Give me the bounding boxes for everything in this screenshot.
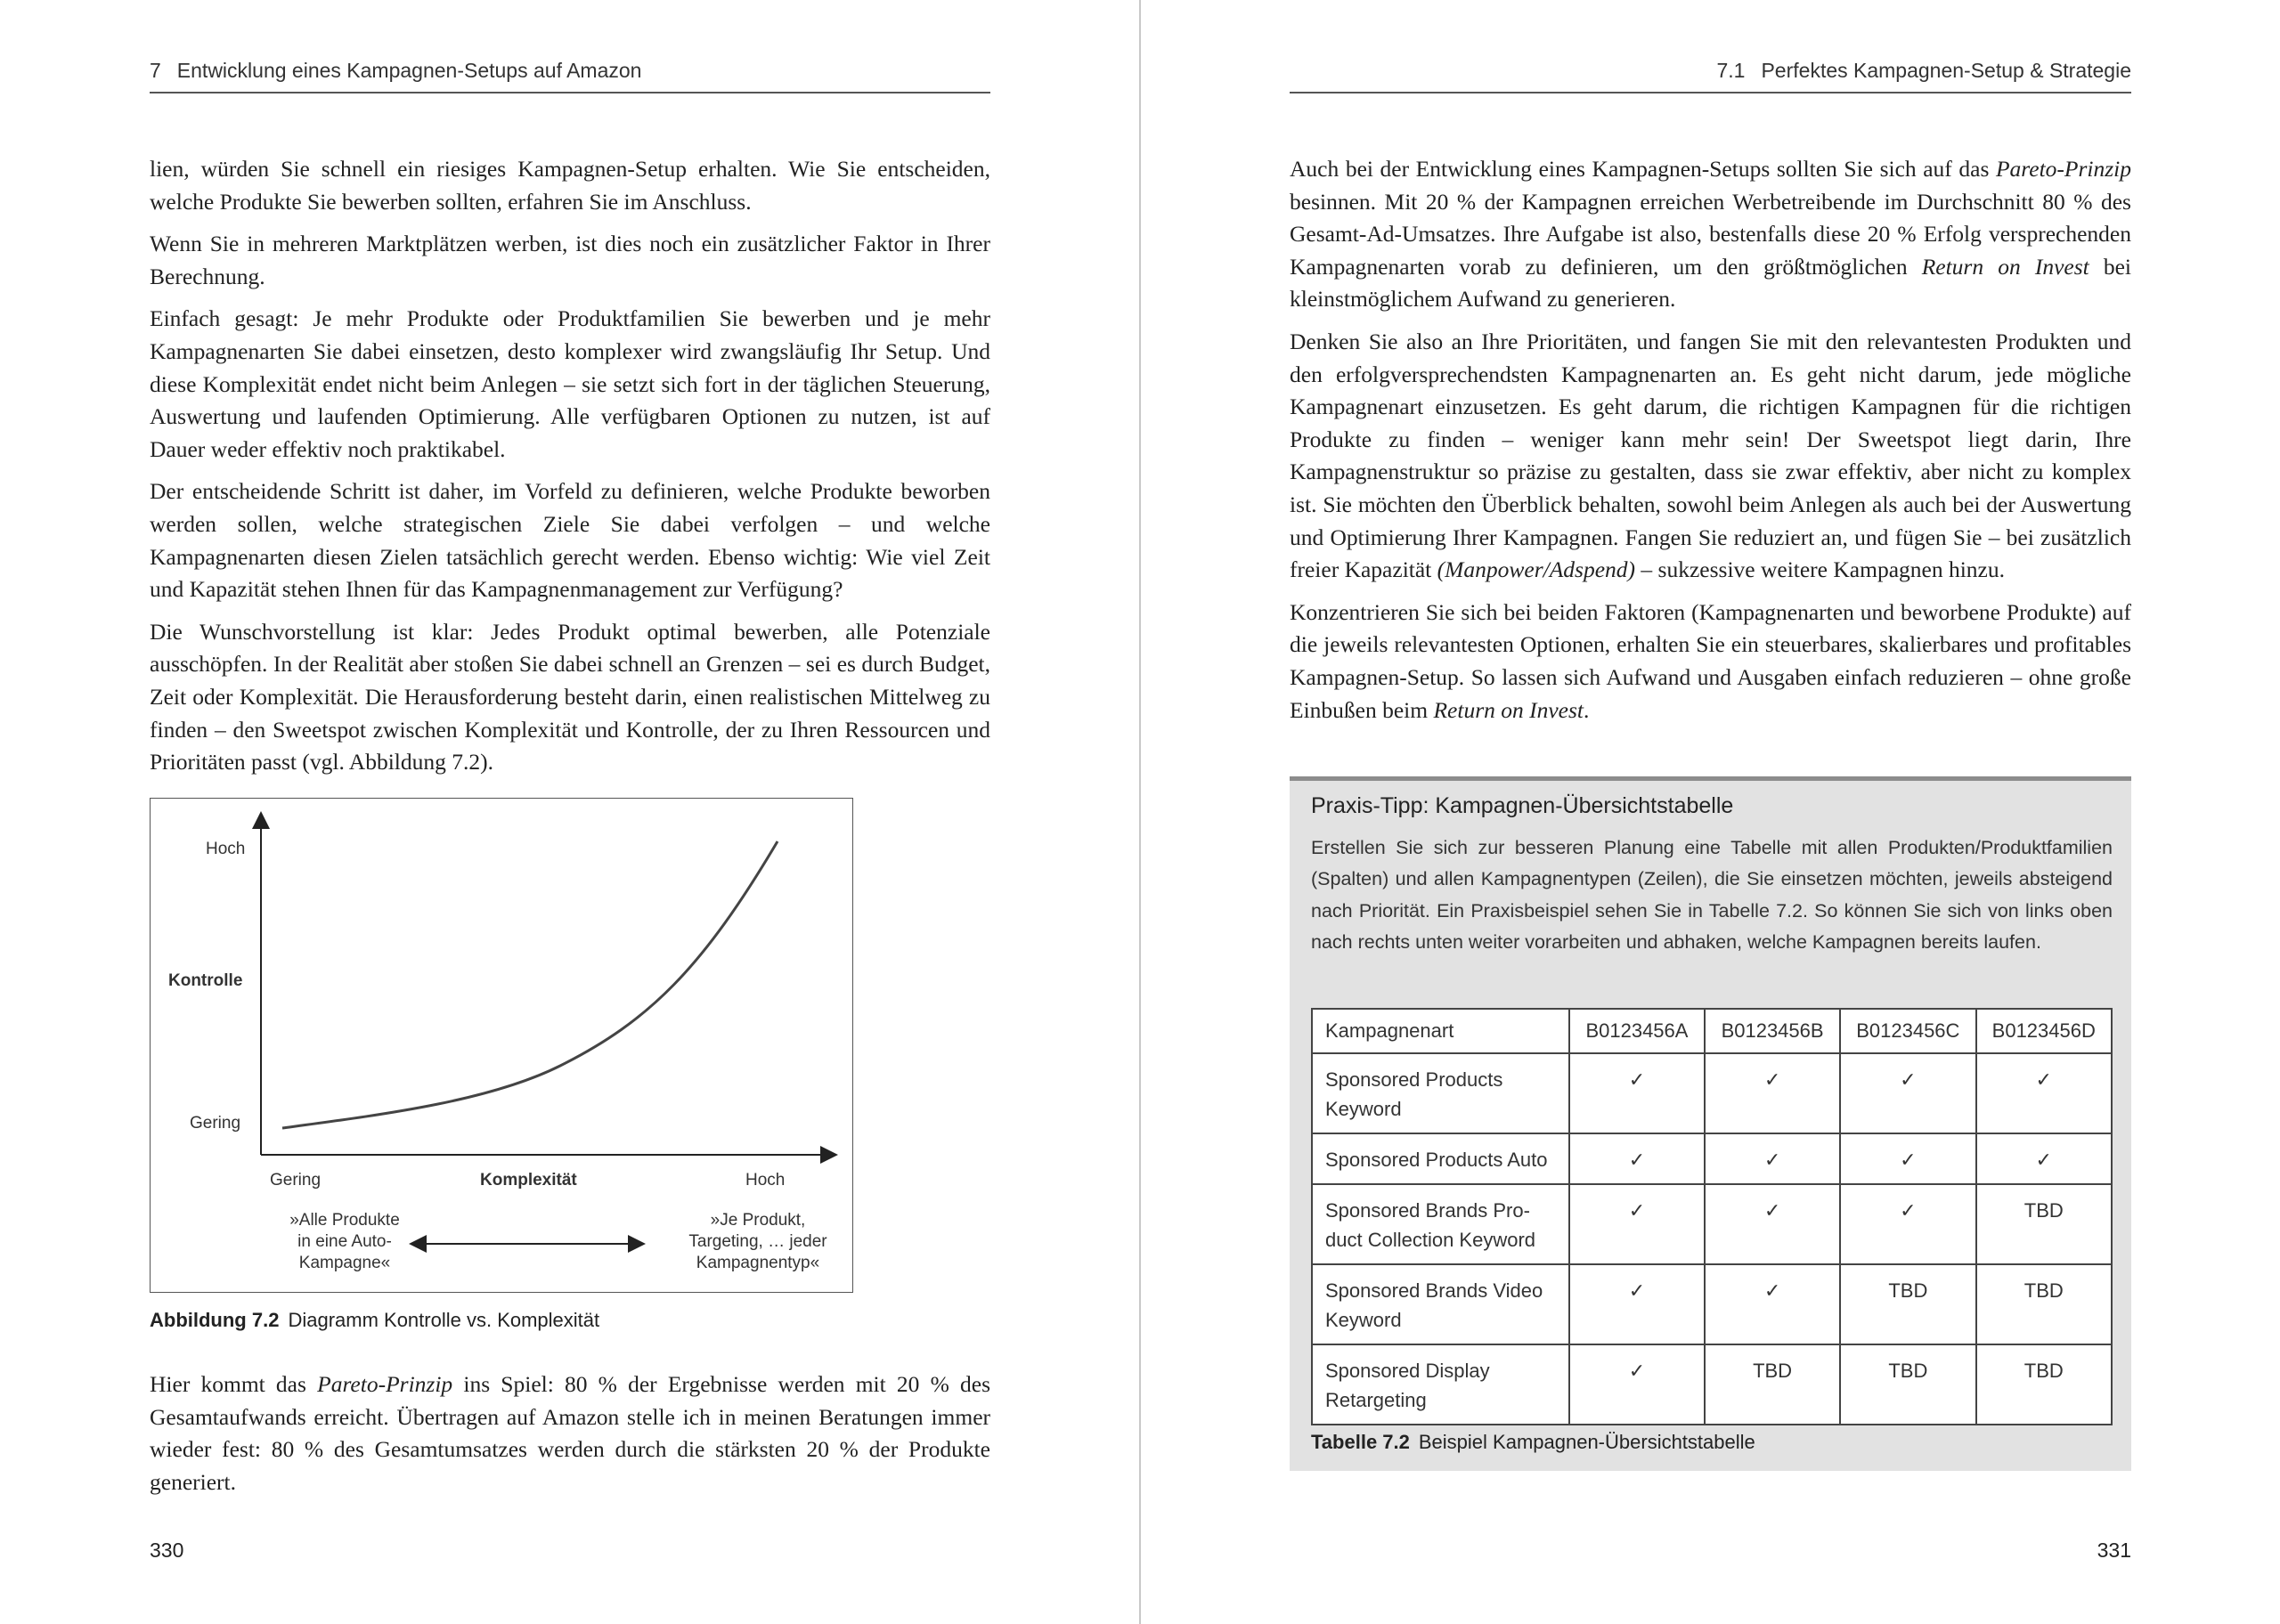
text-run: Denken Sie also an Ihre Prioritäten, und fangen Sie mit den relevantesten Produkten und den erfolgversprechendsten Kampagnenarten an. Es geht nicht darum, jede mögliche Kampagnenart einzusetzen. Es geht darum, die richtigen Kampagnen für die richtigen Produkte zu finden – weniger kann mehr sein! Der Sweetspot liegt darin, Ihre Kampagnenstruktur so präzise zu gestalten, dass sie zwar effektiv, aber nicht zu komplex ist. Sie möchten den Überblick behalten, sowohl beim Anlegen als auch bei der Auswertung und Optimierung Ihrer Kampagnen. Fangen Sie reduziert an, und fügen Sie – bei zusätzlich freier Kapazität (1290, 328, 2131, 583)
left-page (0, 0, 1139, 1624)
row-label-line: Retargeting (1325, 1389, 1427, 1411)
table-cell: ✓ (1976, 1133, 2112, 1184)
practice-tip-box (1290, 776, 2131, 1471)
note-right (669, 1210, 847, 1274)
text-run: . (1584, 696, 1590, 723)
left-body-text (150, 153, 990, 789)
row-label (1312, 1264, 1569, 1344)
table-caption (1311, 1431, 1755, 1454)
figure-control-vs-complexity (150, 798, 853, 1293)
row-label (1312, 1344, 1569, 1425)
section-title: Perfektes Kampagnen-Setup & Strategie (1761, 59, 2131, 82)
x-axis-high-label: Hoch (745, 1171, 786, 1190)
table-row (1312, 1053, 2112, 1133)
note-left-line: »Alle Produkte (289, 1211, 400, 1230)
text-run: Konzentrieren Sie sich bei beiden Faktoren (Kampagnenarten und beworbene Produkte) auf die jeweils relevantesten Optionen, erhalten Sie ein steuerbares, skalierbares und profitables Kampagnen-Setup. So lassen sich Aufwand und Ausgaben einfach reduzieren – ohne große Einbußen beim (1290, 598, 2131, 723)
column-header: B0123456A (1569, 1009, 1705, 1053)
note-right-line: »Je Produkt, (710, 1211, 806, 1230)
row-label-line: Sponsored Brands Video (1325, 1279, 1543, 1302)
right-page (1141, 0, 2280, 1624)
table-cell: ✓ (1569, 1264, 1705, 1344)
row-label (1312, 1133, 1569, 1184)
row-label-line: Sponsored Display (1325, 1360, 1490, 1382)
text-run: bei kleinstmöglichem Aufwand zu generieren. (1290, 253, 2132, 313)
note-right-line: Targeting, … jeder (688, 1232, 827, 1251)
paragraph: lien, würden Sie schnell ein riesiges Kampagnen-Setup erhalten. Wie Sie entscheiden, welche Produkte Sie bewerben sollten, erfahren Sie im Anschluss. (150, 156, 990, 215)
campaign-overview-table (1311, 1008, 2113, 1425)
table-cell: TBD (1976, 1184, 2112, 1264)
note-left (256, 1210, 434, 1274)
table-cell: TBD (1976, 1264, 2112, 1344)
paragraph (1290, 153, 2131, 316)
table-caption-text: Beispiel Kampagnen-Übersichtstabelle (1418, 1431, 1755, 1453)
row-label-line: Keyword (1325, 1098, 1402, 1120)
control-curve (282, 841, 778, 1128)
tip-text (1311, 832, 2113, 959)
x-axis-low-label: Gering (270, 1171, 322, 1190)
y-axis-high-label: Hoch (206, 840, 246, 858)
text-run: – sukzessive weitere Kampagnen hinzu. (1635, 556, 2005, 583)
table-cell: ✓ (1705, 1264, 1840, 1344)
text-run: besinnen. Mit 20 % der Kampagnen erreichen Werbetreibende im Durchschnitt 80 % des Gesamt-Ad-Umsatzes. Ihre Aufgabe ist also, bestenfalls diese 20 % Erfolg versprechenden Kampagnenarten vorab zu definieren, um den größtmöglichen (1290, 188, 2131, 280)
paragraph (150, 1368, 990, 1498)
x-axis-title: Komplexität (480, 1171, 577, 1190)
emphasis: Pareto-Prinzip (317, 1371, 453, 1397)
table-row (1312, 1133, 2112, 1184)
paragraph: Einfach gesagt: Je mehr Produkte oder Produktfamilien Sie bewerben und je mehr Kampagnenarten Sie dabei einsetzen, desto komplexer wird zwangsläufig Ihr Setup. Und diese Komplexität endet nicht beim Anlegen – sie setzt sich fort in der täglichen Steuerung, Auswertung und laufenden Optimierung. Alle verfügbaren Optionen zu nutzen, ist auf Dauer weder effektiv noch praktikabel. (150, 305, 990, 462)
emphasis: (Manpower/Adspend) (1437, 556, 1636, 583)
y-axis-low-label: Gering (190, 1114, 241, 1133)
table-row (1312, 1184, 2112, 1264)
y-axis-title: Kontrolle (168, 971, 243, 990)
running-head-right (1290, 59, 2131, 93)
row-label (1312, 1184, 1569, 1264)
row-label-line: Sponsored Products (1325, 1068, 1503, 1091)
emphasis: Pareto-Prinzip (1995, 156, 2131, 182)
paragraph (1290, 326, 2131, 587)
emphasis: Return on Invest (1921, 253, 2089, 280)
emphasis: Return on Invest (1433, 696, 1584, 723)
row-label-line: Sponsored Brands Pro- (1325, 1199, 1530, 1222)
table-cell: ✓ (1569, 1184, 1705, 1264)
chapter-number: 7 (150, 59, 161, 82)
text-run: Auch bei der Entwicklung eines Kampagnen-Setups sollten Sie sich auf das (1290, 156, 1996, 182)
table-row (1312, 1264, 2112, 1344)
row-label-line: Sponsored Products Auto (1325, 1149, 1548, 1171)
figure-caption-label: Abbildung 7.2 (150, 1309, 280, 1331)
column-header: B0123456D (1976, 1009, 2112, 1053)
table-cell: TBD (1976, 1344, 2112, 1425)
running-head-left (150, 59, 990, 93)
table-cell: ✓ (1569, 1053, 1705, 1133)
chapter-title: Entwicklung eines Kampagnen-Setups auf Amazon (176, 59, 642, 82)
row-label-line: Keyword (1325, 1309, 1402, 1331)
table-cell: ✓ (1705, 1184, 1840, 1264)
left-body-text-bottom (150, 1368, 990, 1508)
figure-caption-text: Diagramm Kontrolle vs. Komplexität (288, 1309, 600, 1331)
table-cell: ✓ (1840, 1184, 1975, 1264)
note-left-line: Kampagne« (298, 1254, 391, 1272)
tip-title: Praxis-Tipp: Kampagnen-Übersichtstabelle (1311, 793, 1734, 818)
paragraph (1290, 597, 2131, 727)
paragraph: Die Wunschvorstellung ist klar: Jedes Produkt optimal bewerben, alle Potenziale ausschöpfen. In der Realität aber stoßen Sie dabei schnell an Grenzen – sei es durch Budget, Zeit oder Komplexität. Die Herausforderung besteht darin, einen realistischen Mittelweg zu finden – den Sweetspot zwischen Komplexität und Kontrolle, der zu Ihren Ressourcen und Prioritäten passt (vgl. Abbildung 7.2). (150, 618, 990, 775)
table-cell: ✓ (1705, 1133, 1840, 1184)
tip-paragraph: Erstellen Sie sich zur besseren Planung eine Tabelle mit allen Produkten/Produktfamilien (Spalten) und allen Kampagnentypen (Zeilen), die Sie einsetzen möchten, jeweils absteigend nach Priorität. Ein Praxisbeispiel sehen Sie in Tabelle 7.2. So können Sie sich von links oben nach rechts unten weiter vorarbeiten und abhaken, welche Kampagnen bereits laufen. (1311, 837, 2113, 954)
section-number: 7.1 (1716, 59, 1746, 82)
table-cell: ✓ (1569, 1344, 1705, 1425)
page-number-right: 331 (2097, 1539, 2131, 1562)
row-label (1312, 1053, 1569, 1133)
paragraph: Wenn Sie in mehreren Marktplätzen werben, ist dies noch ein zusätzlicher Faktor in Ihrer Berechnung. (150, 231, 990, 289)
right-body-text (1290, 153, 2131, 736)
note-left-line: in eine Auto- (297, 1232, 392, 1251)
column-header: Kampagnenart (1312, 1009, 1569, 1053)
column-header: B0123456C (1840, 1009, 1975, 1053)
row-label-line: duct Collection Keyword (1325, 1229, 1536, 1251)
table-cell: ✓ (1569, 1133, 1705, 1184)
paragraph: Der entscheidende Schritt ist daher, im Vorfeld zu definieren, welche Produkte beworben werden sollen, welche strategischen Ziele Sie dabei verfolgen – und welche Kampagnenarten diesen Zielen tatsächlich gerecht werden. Ebenso wichtig: Wie viel Zeit und Kapazität stehen Ihnen für das Kampagnenmanagement zur Verfügung? (150, 478, 990, 603)
table-cell: TBD (1705, 1344, 1840, 1425)
table-cell: TBD (1840, 1264, 1975, 1344)
note-right-line: Kampagnentyp« (696, 1254, 820, 1272)
text-run: ins Spiel: 80 % der Ergebnisse werden mit 20 % des Gesamtaufwands erreicht. Übertragen auf Amazon stelle ich in meinen Beratungen immer wieder fest: 80 % des Gesamtumsatzes werden durch die stärksten 20 % der Produkte generiert. (150, 1371, 990, 1495)
table-cell: ✓ (1840, 1053, 1975, 1133)
figure-caption (150, 1309, 599, 1332)
table-cell: ✓ (1705, 1053, 1840, 1133)
page-number-left: 330 (150, 1539, 184, 1562)
table-caption-label: Tabelle 7.2 (1311, 1431, 1410, 1453)
table-header-row (1312, 1009, 2112, 1053)
table-cell: ✓ (1976, 1053, 2112, 1133)
column-header: B0123456B (1705, 1009, 1840, 1053)
table-cell: ✓ (1840, 1133, 1975, 1184)
table-cell: TBD (1840, 1344, 1975, 1425)
table-row (1312, 1344, 2112, 1425)
text-run: Hier kommt das (150, 1371, 318, 1397)
